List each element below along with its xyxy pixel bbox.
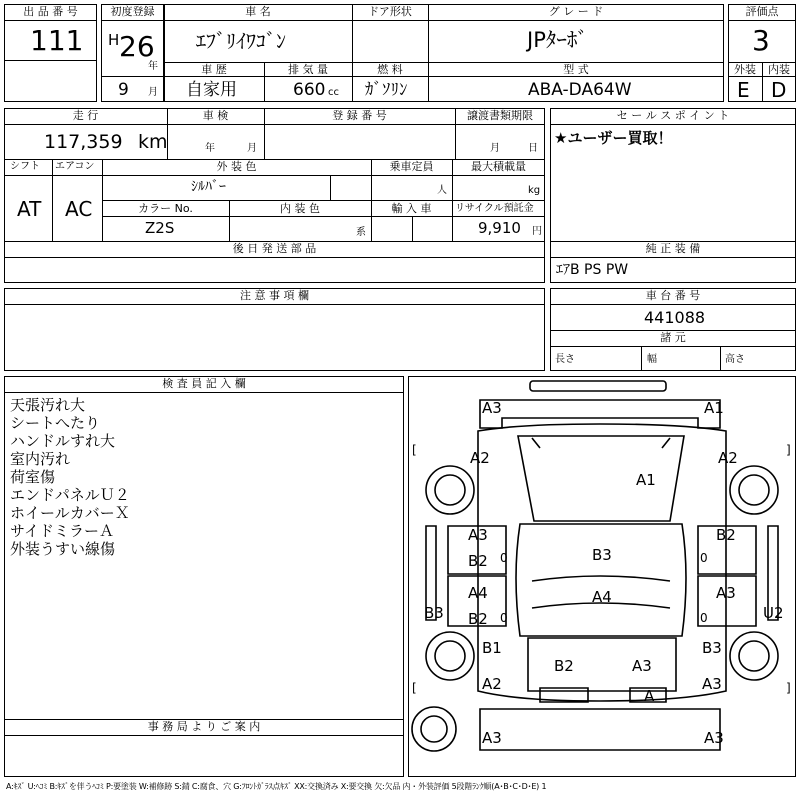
interior-grade: D (771, 78, 787, 102)
width-label: 幅 (647, 354, 657, 365)
mark-zero: 0 (500, 611, 508, 625)
car-name: ｴﾌﾞﾘｲﾜｺﾞﾝ (196, 29, 286, 53)
specs-label: 諸 元 (660, 331, 686, 344)
mark-bracket: [ (412, 443, 417, 457)
capacity-unit: 人 (437, 185, 447, 196)
year-unit: 年 (148, 61, 158, 72)
max-load-label: 最大積載量 (471, 160, 526, 173)
model-code: ABA-DA64W (528, 80, 632, 100)
mark-zero: 0 (500, 551, 508, 565)
sales-point: ★ユーザー買取！ (554, 129, 673, 147)
aircon-label: エアコン (55, 161, 95, 172)
fuel: ｶﾞｿﾘﾝ (365, 80, 408, 100)
inspector-note: シートへたり (10, 414, 101, 432)
mark-right-front-door: B2 (716, 526, 736, 544)
inspector-note: サイドミラーＡ (10, 522, 114, 540)
shift: AT (17, 197, 42, 221)
legend: A:ｷｽﾞ U:ﾍｺﾐ B:ｷｽﾞを伴うﾍｺﾐ P:要塗装 W:補修跡 S:錆 C:腐食、穴 G:ﾌﾛﾝﾄｶﾞﾗｽ点ｷｽﾞ XX:交換済み X:要交換 欠:欠品 内・外装評価 5段階ﾗﾝｸ順(A･B･C･D･E) 1 (6, 782, 547, 791)
mark-right-side: U2 (763, 604, 784, 622)
mark-left-rear-quarter: B1 (482, 639, 502, 657)
exterior-grade-label: 外装 (734, 63, 756, 76)
equipment: ｴｱB PS PW (556, 262, 629, 278)
car-diagram-svg (408, 376, 796, 777)
month-unit: 月 (148, 87, 158, 98)
mark-bracket: ] (786, 443, 791, 457)
mark-left-front-door-1: A3 (468, 526, 488, 544)
sales-point-label: セ ー ル ス ポ イ ン ト (616, 109, 730, 122)
exterior-color: ｼﾙﾊﾞｰ (191, 179, 226, 195)
mark-right-rear-door: A3 (716, 584, 736, 602)
mileage-label: 走 行 (72, 109, 99, 122)
mark-bracket: [ (412, 681, 417, 695)
interior-grade-label: 内装 (768, 63, 790, 76)
office-info-label: 事 務 局 よ り ご 案 内 (147, 720, 261, 733)
inspector-notes (10, 396, 130, 558)
mark-rear-right-bumper: A3 (704, 729, 724, 747)
mark-bracket: ] (786, 681, 791, 695)
inspector-note: 外装うすい線傷 (10, 540, 116, 558)
history-label: 車 歴 (201, 63, 227, 76)
length-label: 長さ (555, 354, 575, 365)
mark-left-front-fender: A2 (470, 449, 490, 467)
model-label: 型 式 (563, 63, 589, 76)
inspector-note: ホイールカバーＸ (10, 504, 130, 522)
car-info-box (164, 4, 724, 102)
mark-front-right-bumper: A1 (704, 399, 724, 417)
mark-tail-right: A3 (632, 657, 652, 675)
interior-color-unit: 系 (356, 227, 366, 238)
mark-rear-right-fender: A3 (702, 675, 722, 693)
lot-number-label: 出 品 番 号 (23, 5, 78, 18)
equipment-label: 純 正 装 備 (645, 242, 701, 255)
mark-left-front-door-2: B2 (468, 552, 488, 570)
mark-roof-rear: A4 (592, 588, 612, 606)
registration-year: 26 (119, 30, 155, 63)
recycle-deposit-unit: 円 (532, 226, 542, 237)
chassis-number-label: 車 台 番 号 (645, 289, 701, 302)
inspector-note: ハンドルすれ大 (10, 432, 116, 450)
capacity-label: 乗車定員 (389, 160, 434, 173)
aircon: AC (65, 197, 93, 221)
shift-label: シフト (10, 161, 40, 172)
lot-number: 111 (30, 24, 84, 57)
inspector-note: エンドパネルＵ２ (10, 486, 130, 504)
transfer-deadline-label: 譲渡書類期限 (467, 109, 533, 122)
exterior-color-label: 外 装 色 (216, 160, 257, 173)
mileage: 117,359 (44, 131, 123, 153)
grade: JPﾀｰﾎﾞ (527, 28, 588, 52)
mark-left-rear-door-1: A4 (468, 584, 488, 602)
max-load-unit: kg (528, 185, 541, 196)
inspection-label: 車 検 (202, 109, 229, 122)
transfer-day-unit: 日 (528, 143, 538, 154)
recycle-deposit: 9,910 (478, 219, 521, 237)
mark-rear-panel: A (644, 687, 655, 705)
displacement: 660 (293, 80, 326, 100)
mileage-unit: km (138, 131, 168, 153)
mark-zero: 0 (700, 551, 708, 565)
fuel-label: 燃 料 (377, 63, 403, 76)
mark-roof-front: B3 (592, 546, 612, 564)
import-label: 輸 入 車 (391, 202, 432, 215)
interior-color-label: 内 装 色 (280, 202, 320, 215)
later-parts-label: 後 日 発 送 部 品 (232, 242, 317, 255)
displacement-unit: cc (328, 87, 339, 98)
mark-hood: A1 (636, 471, 656, 489)
color-number-label: カラー No. (138, 202, 193, 215)
color-number: Z2S (145, 219, 175, 237)
inspection-year-unit: 年 (205, 143, 215, 154)
mark-rear-left-bumper: A3 (482, 729, 502, 747)
registration-number-label: 登 録 番 号 (332, 109, 387, 122)
mark-right-front-fender: A2 (718, 449, 738, 467)
registration-month: 9 (118, 80, 129, 100)
car-name-label: 車 名 (245, 5, 271, 18)
inspector-label: 検 査 員 記 入 欄 (162, 377, 246, 390)
notes-label: 注 意 事 項 欄 (240, 289, 309, 302)
recycle-deposit-label: リサイクル預託金 (455, 203, 534, 214)
inspector-note: 荷室傷 (10, 468, 56, 486)
mark-left-side: B3 (424, 604, 444, 622)
inspector-note: 室内汚れ (10, 450, 71, 468)
history: 自家用 (186, 80, 237, 100)
grade-label: グ レ ー ド (548, 5, 604, 18)
door-type-label: ドア形状 (368, 5, 412, 18)
mark-rear-left-fender: A2 (482, 675, 502, 693)
mark-zero: 0 (700, 611, 708, 625)
mark-front-left-bumper: A3 (482, 399, 502, 417)
mark-tail-left: B2 (554, 657, 574, 675)
score-label: 評価点 (745, 5, 779, 18)
chassis-number: 441088 (644, 308, 706, 327)
transfer-month-unit: 月 (490, 143, 500, 154)
displacement-label: 排 気 量 (288, 63, 328, 76)
first-registration-label: 初度登録 (110, 5, 155, 18)
exterior-grade: E (737, 78, 750, 102)
height-label: 高さ (725, 354, 745, 365)
score: 3 (752, 24, 770, 57)
mark-left-rear-door-2: B2 (468, 610, 488, 628)
mark-right-rear-quarter: B3 (702, 639, 722, 657)
inspector-note: 天張汚れ大 (10, 396, 86, 414)
inspection-month-unit: 月 (247, 143, 257, 154)
era: H (108, 31, 120, 49)
